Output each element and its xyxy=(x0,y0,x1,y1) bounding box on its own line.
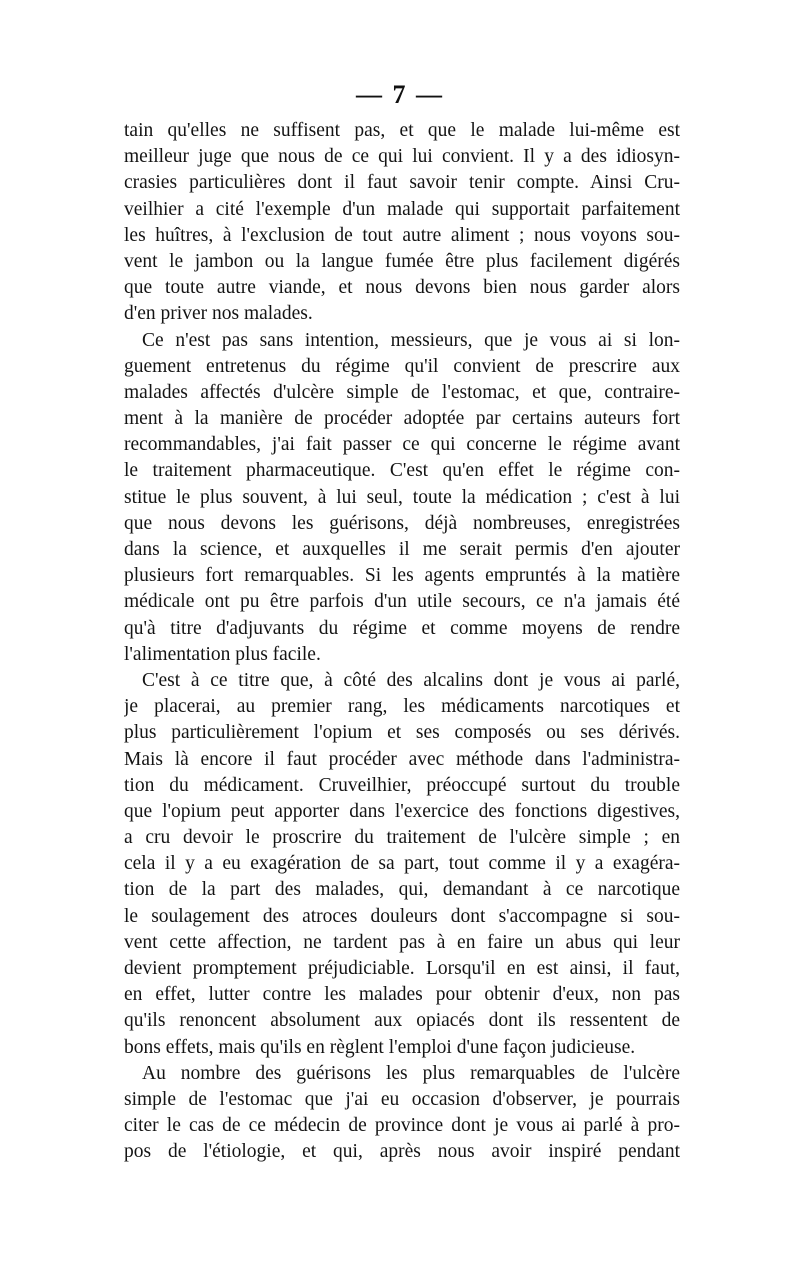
text-line: Au nombre des guérisons les plus remarquables de l'ulcère xyxy=(142,1062,680,1084)
text-line: tion du médicament. Cruveilhier, préoccupé surtout du trouble xyxy=(124,774,680,796)
text-line: dans la science, et auxquelles il me serait permis d'en ajouter xyxy=(124,539,680,560)
text-line: que toute autre viande, et nous devons bien nous garder alors xyxy=(124,277,680,299)
text-line: plus particulièrement l'opium et ses composés ou ses dérivés. xyxy=(124,722,680,744)
paragraph xyxy=(124,668,680,1061)
paragraph xyxy=(124,1061,680,1166)
body-text xyxy=(124,118,680,1166)
text-line: a cru devoir le proscrire du traitement de l'ulcère simple ; en xyxy=(124,827,680,849)
text-line: bons effets, mais qu'ils en règlent l'emploi d'une façon judicieuse. xyxy=(124,1036,636,1058)
text-line: que l'opium peut apporter dans l'exercice des fonctions digestives, xyxy=(124,800,680,822)
text-line: recommandables, j'ai fait passer ce qui concerne le régime avant xyxy=(124,434,680,456)
text-line: tion de la part des malades, qui, demandant à ce narcotique xyxy=(124,879,680,901)
text-line: qu'ils renoncent absolument aux opiacés dont ils ressentent de xyxy=(124,1010,680,1032)
text-line: vent cette affection, ne tardent pas à en faire un abus qui leur xyxy=(124,931,680,953)
text-line: cela il y a eu exagération de sa part, tout comme il y a exagéra- xyxy=(124,853,680,875)
text-line: C'est à ce titre que, à côté des alcalins dont je vous ai parlé, xyxy=(142,669,680,691)
text-line: guement entretenus du régime qu'il convient de prescrire aux xyxy=(124,355,680,377)
paragraph xyxy=(124,118,680,328)
text-line: les huîtres, à l'exclusion de tout autre aliment ; nous voyons sou- xyxy=(124,224,680,246)
text-line: que nous devons les guérisons, déjà nombreuses, enregistrées xyxy=(124,512,680,534)
text-line: Mais là encore il faut procéder avec méthode dans l'administra- xyxy=(124,748,680,770)
text-line: je placerai, au premier rang, les médicaments narcotiques et xyxy=(124,696,680,718)
text-line: en effet, lutter contre les malades pour obtenir d'eux, non pas xyxy=(124,984,680,1006)
text-line: l'alimentation plus facile. xyxy=(124,643,321,665)
text-line: le soulagement des atroces douleurs dont s'accompagne si sou- xyxy=(124,905,680,927)
paragraph xyxy=(124,328,680,668)
text-line: devient promptement préjudiciable. Lorsqu'il en est ainsi, il faut, xyxy=(124,958,680,979)
text-line: médicale ont pu être parfois d'un utile secours, ce n'a jamais été xyxy=(124,591,680,613)
text-line: citer le cas de ce médecin de province dont je vous ai parlé à pro- xyxy=(124,1115,680,1137)
text-line: d'en priver nos malades. xyxy=(124,303,313,325)
text-line: Ce n'est pas sans intention, messieurs, que je vous ai si lon- xyxy=(142,329,680,351)
text-line: stitue le plus souvent, à lui seul, toute la médication ; c'est à lui xyxy=(124,486,680,508)
text-line: meilleur juge que nous de ce qui lui convient. Il y a des idiosyn- xyxy=(124,146,680,168)
text-line: simple de l'estomac que j'ai eu occasion d'observer, je pourrais xyxy=(124,1088,680,1110)
text-line: pos de l'étiologie, et qui, après nous avoir inspiré pendant xyxy=(124,1141,680,1163)
text-line: vent le jambon ou la langue fumée être plus facilement digérés xyxy=(124,250,680,272)
text-line: crasies particulières dont il faut savoir tenir compte. Ainsi Cru- xyxy=(124,172,680,194)
text-line: veilhier a cité l'exemple d'un malade qui supportait parfaitement xyxy=(124,198,680,220)
text-line: malades affectés d'ulcère simple de l'estomac, et que, contraire- xyxy=(124,381,680,403)
text-line: plusieurs fort remarquables. Si les agents empruntés à la matière xyxy=(124,565,680,587)
page-number: — 7 — xyxy=(356,80,444,109)
text-line: qu'à titre d'adjuvants du régime et comme moyens de rendre xyxy=(124,617,680,639)
text-line: le traitement pharmaceutique. C'est qu'en effet le régime con- xyxy=(124,460,680,482)
text-line: ment à la manière de procéder adoptée par certains auteurs fort xyxy=(124,408,680,430)
text-line: tain qu'elles ne suffisent pas, et que le malade lui-même est xyxy=(124,120,680,141)
